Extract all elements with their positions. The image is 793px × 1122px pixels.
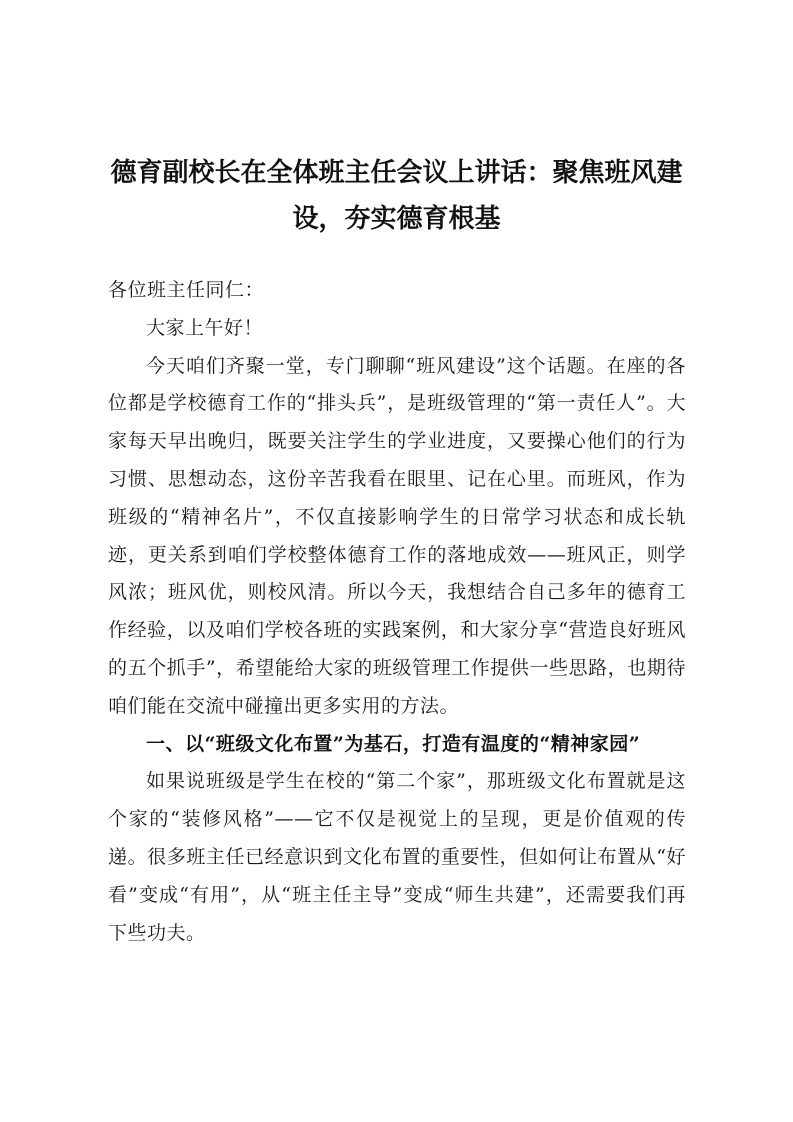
salutation: 各位班主任同仁： xyxy=(108,279,265,301)
greeting: 大家上午好！ xyxy=(146,316,264,339)
document-body xyxy=(108,272,686,952)
document-title: 德育副校长在全体班主任会议上讲话：聚焦班风建设，夯实德育根基 xyxy=(110,158,683,234)
paragraph-section-1: 如果说班级是学生在校的“第二个家”，那班级文化布置就是这个家的“装修风格”——它不仅是视觉上的呈现，更是价值观的传递。很多班主任已经意识到文化布置的重要性，但如何让布置从“好看”变成“有用”，从“班主任主导”变成“师生共建”，还需要我们再下些功夫。 xyxy=(108,770,686,944)
paragraph-intro: 今天咱们齐聚一堂，专门聊聊“班风建设”这个话题。在座的各位都是学校德育工作的“排头兵”，是班级管理的“第一责任人”。大家每天早出晚归，既要关注学生的学业进度，又要操心他们的行为习惯、思想动态，这份辛苦我看在眼里、记在心里。而班风，作为班级的“精神名片”，不仅直接影响学生的日常学习状态和成长轨迹，更关系到咱们学校整体德育工作的落地成效——班风正，则学风浓；班风优，则校风清。所以今天，我想结合自己多年的德育工作经验，以及咱们学校各班的实践案例，和大家分享“营造良好班风的五个抓手”，希望能给大家的班级管理工作提供一些思路，也期待咱们能在交流中碰撞出更多实用的方法。 xyxy=(108,354,686,717)
section-heading-1: 一、以“班级文化布置”为基石，打造有温度的“精神家园” xyxy=(146,732,641,755)
